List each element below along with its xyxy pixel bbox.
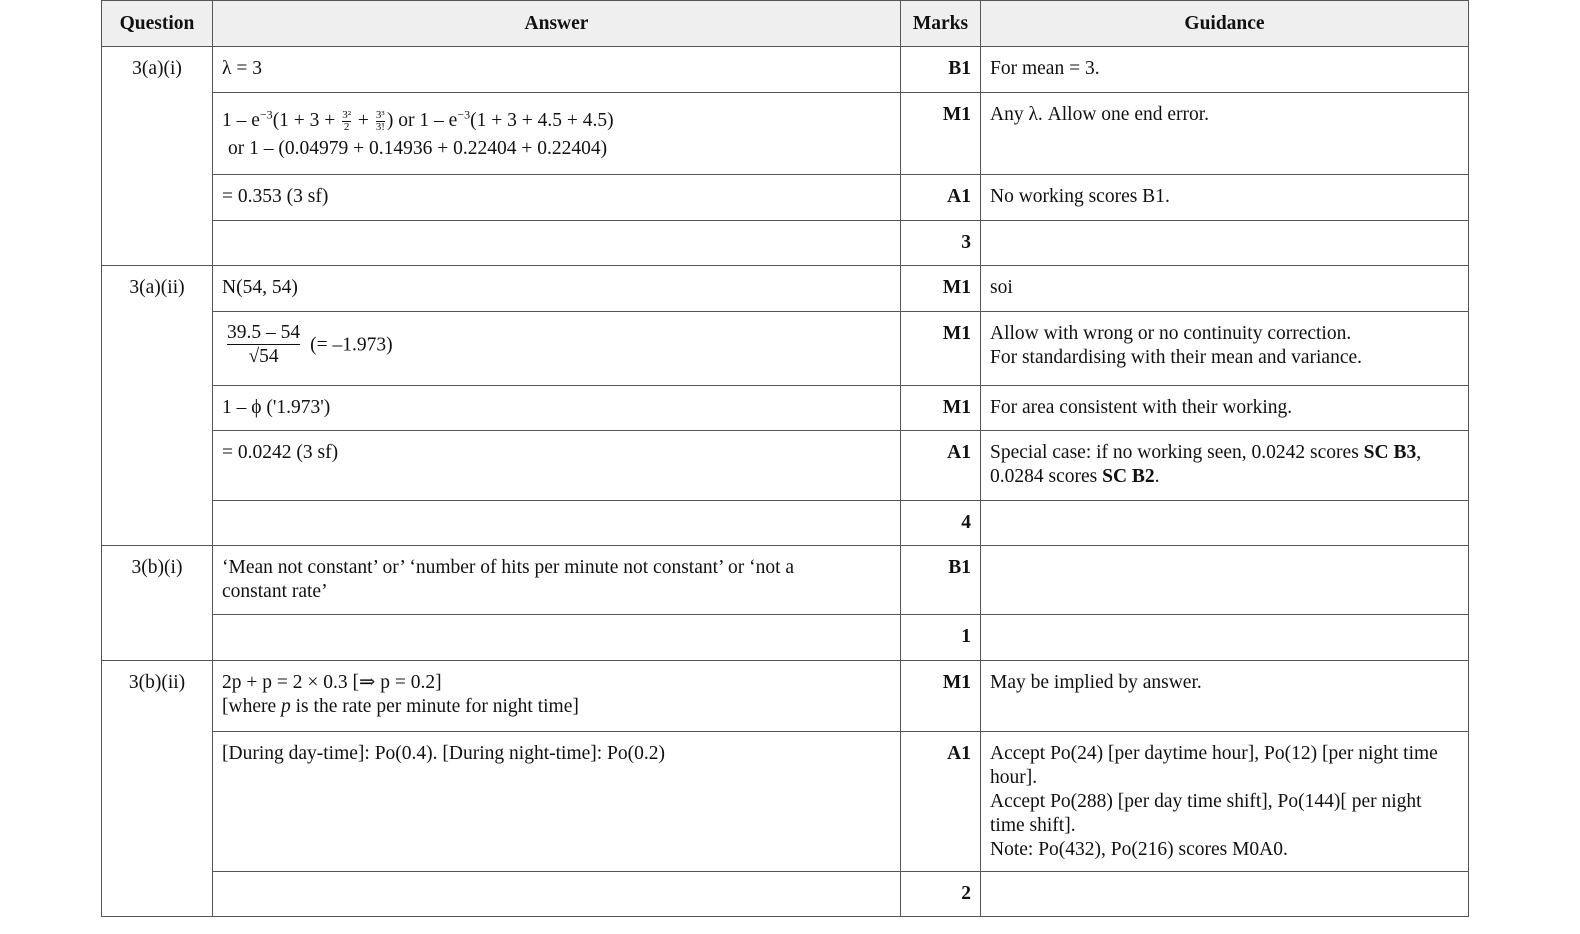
guidance-cell: Any λ. Allow one end error.	[981, 93, 1469, 175]
table-row	[102, 266, 1469, 312]
header-row	[102, 1, 1469, 47]
text: (1 + 3 + 4.5 + 4.5)	[470, 110, 614, 131]
mark-cell: A1	[901, 431, 981, 501]
header-marks: Marks	[901, 1, 981, 47]
denominator: √54	[248, 346, 279, 367]
empty-cell	[981, 872, 1469, 917]
text: 1 – e	[222, 110, 260, 131]
denominator: 3!	[375, 121, 385, 134]
table-row	[102, 312, 1469, 386]
mark-cell: M1	[901, 312, 981, 386]
guidance-cell	[981, 732, 1469, 872]
empty-cell	[213, 221, 901, 266]
empty-cell	[213, 615, 901, 661]
answer-cell: = 0.353 (3 sf)	[213, 175, 901, 221]
formula-line	[222, 109, 891, 133]
mark-cell: A1	[901, 732, 981, 872]
table-row	[102, 47, 1469, 93]
total-marks: 2	[901, 872, 981, 917]
mark-cell: M1	[901, 93, 981, 175]
text: (1 + 3 +	[272, 110, 341, 131]
answer-cell: 1 – ϕ ('1.973')	[213, 386, 901, 431]
numerator: 39.5 – 54	[227, 322, 301, 343]
table-row	[102, 732, 1469, 872]
text: (= –1.973)	[310, 334, 393, 356]
mark-cell: B1	[901, 47, 981, 93]
empty-cell	[213, 501, 901, 546]
empty-cell	[213, 872, 901, 917]
guidance-line: For standardising with their mean and variance.	[990, 347, 1363, 368]
mark-cell: M1	[901, 661, 981, 732]
table-row	[102, 93, 1469, 175]
fraction	[227, 322, 300, 369]
header-guidance: Guidance	[981, 1, 1469, 47]
bold-text: SC B2	[1102, 466, 1155, 487]
guidance-line: Accept Po(288) [per day time shift], Po(144)[ per night time shift].	[990, 791, 1422, 836]
text: is the rate per minute for night time]	[290, 696, 579, 717]
mark-cell: M1	[901, 386, 981, 431]
answer-line: 2p + p = 2 × 0.3 [⇒ p = 0.2]	[222, 672, 442, 693]
guidance-cell: For area consistent with their working.	[981, 386, 1469, 431]
answer-cell: = 0.0242 (3 sf)	[213, 431, 901, 501]
guidance-line: Note: Po(432), Po(216) scores M0A0.	[990, 839, 1288, 860]
answer-cell: [During day-time]: Po(0.4). [During night-time]: Po(0.2)	[213, 732, 901, 872]
guidance-cell: No working scores B1.	[981, 175, 1469, 221]
total-row	[102, 501, 1469, 546]
numerator: 3²	[342, 109, 351, 122]
answer-cell	[213, 312, 901, 386]
answer-cell	[213, 661, 901, 732]
guidance-cell	[981, 546, 1469, 615]
guidance-line: Accept Po(24) [per daytime hour], Po(12) [per night time hour].	[990, 743, 1438, 788]
empty-cell	[981, 221, 1469, 266]
guidance-cell: May be implied by answer.	[981, 661, 1469, 732]
numerator: 3³	[375, 109, 385, 122]
table-row	[102, 175, 1469, 221]
empty-cell	[981, 615, 1469, 661]
fraction	[376, 110, 385, 133]
mark-scheme-table	[101, 0, 1469, 917]
text: ) or 1 – e	[386, 110, 458, 131]
fraction	[342, 110, 351, 133]
bold-text: SC B3	[1363, 442, 1417, 463]
total-marks: 4	[901, 501, 981, 546]
table-row	[102, 661, 1469, 732]
question-label: 3(b)(ii)	[102, 661, 213, 917]
mark-cell: B1	[901, 546, 981, 615]
denominator: 2	[343, 121, 350, 134]
empty-cell	[981, 501, 1469, 546]
text: , 0.0284 scores	[990, 442, 1422, 487]
answer-cell: ‘Mean not constant’ or’ ‘number of hits per minute not constant’ or ‘not a constant rate’	[213, 546, 901, 615]
question-label: 3(a)(i)	[102, 47, 213, 266]
question-label: 3(b)(i)	[102, 546, 213, 661]
header-answer: Answer	[213, 1, 901, 47]
text: Special case: if no working seen, 0.0242 scores	[990, 442, 1364, 463]
exponent: −3	[457, 107, 471, 122]
guidance-cell	[981, 312, 1469, 386]
mark-cell: M1	[901, 266, 981, 312]
guidance-cell: soi	[981, 266, 1469, 312]
exponent: −3	[259, 107, 273, 122]
total-row	[102, 221, 1469, 266]
variable: p	[281, 696, 291, 717]
mark-cell: A1	[901, 175, 981, 221]
answer-cell: λ = 3	[213, 47, 901, 93]
guidance-line: Allow with wrong or no continuity correction.	[990, 323, 1352, 344]
total-marks: 3	[901, 221, 981, 266]
text: +	[353, 110, 374, 131]
answer-cell	[213, 93, 901, 175]
table-row	[102, 431, 1469, 501]
question-label: 3(a)(ii)	[102, 266, 213, 546]
answer-line	[222, 695, 891, 719]
total-row	[102, 615, 1469, 661]
total-row	[102, 872, 1469, 917]
table-row	[102, 386, 1469, 431]
total-marks: 1	[901, 615, 981, 661]
guidance-cell: For mean = 3.	[981, 47, 1469, 93]
guidance-cell	[981, 431, 1469, 501]
table-row	[102, 546, 1469, 615]
formula-line: or 1 – (0.04979 + 0.14936 + 0.22404 + 0.22404)	[228, 138, 608, 160]
text: [where	[222, 696, 282, 717]
text: .	[1154, 466, 1160, 487]
header-question: Question	[102, 1, 213, 47]
answer-cell: N(54, 54)	[213, 266, 901, 312]
